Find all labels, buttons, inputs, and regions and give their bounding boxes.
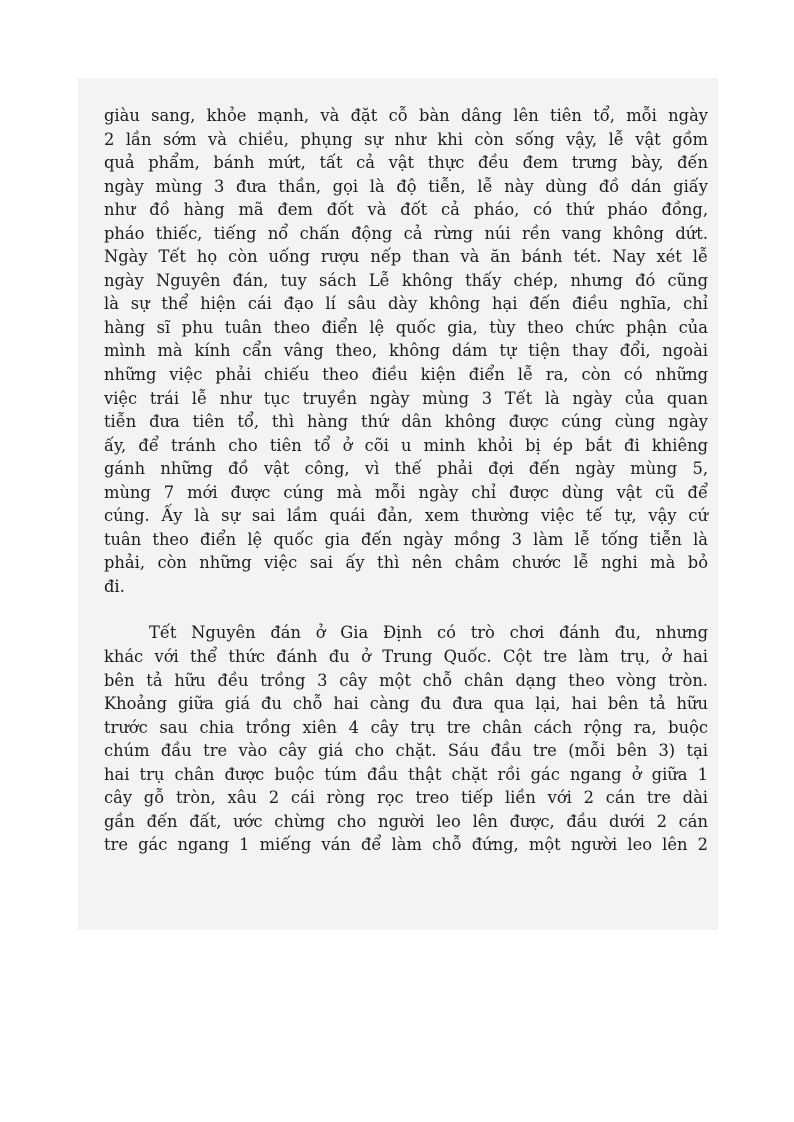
text-line: Khoảng giữa giá đu chỗ hai càng đu đưa qua lại, hai bên tả hữu <box>104 694 708 714</box>
text-line: đi. <box>104 576 125 596</box>
paragraph-2 <box>104 621 708 856</box>
text-line: tuân theo điển lệ quốc gia đến ngày mồng 3 làm lễ tống tiễn là <box>104 529 708 549</box>
text-line: gánh những đồ vật công, vì thế phải đợi đến ngày mùng 5, <box>104 459 708 479</box>
paragraph-gap <box>104 598 708 621</box>
text-line: mình mà kính cẩn vâng theo, không dám tự tiện thay đổi, ngoài <box>104 341 708 361</box>
text-line: gần đến đất, ước chừng cho người leo lên được, đầu dưới 2 cán <box>104 811 708 831</box>
text-line: Ngày Tết họ còn uống rượu nếp than và ăn bánh tét. Nay xét lễ <box>104 247 708 267</box>
text-line: Tết Nguyên đán ở Gia Định có trò chơi đánh đu, nhưng <box>149 623 708 643</box>
text-line: hai trụ chân được buộc túm đầu thật chặt rồi gác ngang ở giữa 1 <box>104 764 708 784</box>
text-line: ấy, để tránh cho tiên tổ ở cõi u minh khỏi bị ép bắt đi khiêng <box>104 435 708 455</box>
text-line: như đồ hàng mã đem đốt và đốt cả pháo, có thứ pháo đồng, <box>104 200 708 220</box>
text-line: tiễn đưa tiên tổ, thì hàng thứ dân không được cúng cùng ngày <box>104 412 708 432</box>
text-line: pháo thiếc, tiếng nổ chấn động cả rừng núi rền vang không dứt. <box>104 223 708 243</box>
text-line: giàu sang, khỏe mạnh, và đặt cỗ bàn dâng lên tiên tổ, mỗi ngày <box>104 106 708 125</box>
paragraph-1 <box>104 104 708 598</box>
text-line: hàng sĩ phu tuân theo điển lệ quốc gia, tùy theo chức phận của <box>104 317 708 337</box>
text-line: những việc phải chiếu theo điều kiện điển lễ ra, còn có những <box>104 365 708 385</box>
text-line: ngày mùng 3 đưa thần, gọi là độ tiễn, lễ này dùng đồ dán giấy <box>104 176 708 196</box>
text-line: phải, còn những việc sai ấy thì nên châm chước lễ nghi mà bỏ <box>104 553 708 573</box>
text-line: ngày Nguyên đán, tuy sách Lễ không thấy chép, nhưng đó cũng <box>104 270 708 290</box>
text-line: cúng. Ấy là sự sai lầm quái đản, xem thường việc tế tự, vậy cứ <box>104 506 708 526</box>
text-line: tre gác ngang 1 miếng ván để làm chỗ đứng, một người leo lên 2 <box>104 835 708 855</box>
text-line: mùng 7 mới được cúng mà mỗi ngày chỉ được dùng vật cũ để <box>104 482 708 502</box>
text-line: 2 lần sớm và chiều, phụng sự như khi còn sống vậy, lễ vật gồm <box>104 129 708 149</box>
text-line: là sự thể hiện cái đạo lí sâu dày không hại đến điều nghĩa, chỉ <box>104 294 708 314</box>
text-line: quả phẩm, bánh mứt, tất cả vật thực đều đem trưng bày, đến <box>104 153 708 173</box>
page-body <box>104 104 708 857</box>
text-line: khác với thể thức đánh đu ở Trung Quốc. Cột tre làm trụ, ở hai <box>104 647 708 667</box>
text-line: cây gỗ tròn, xâu 2 cái ròng rọc treo tiếp liền với 2 cán tre dài <box>104 788 708 808</box>
text-line: việc trái lễ như tục truyền ngày mùng 3 Tết là ngày của quan <box>104 388 708 408</box>
text-line: bên tả hữu đều trồng 3 cây một chỗ chân dạng theo vòng tròn. <box>104 670 708 690</box>
text-line: trước sau chia trồng xiên 4 cây trụ tre chân cách rộng ra, buộc <box>104 717 708 737</box>
text-line: chúm đầu tre vào cây giá cho chặt. Sáu đầu tre (mỗi bên 3) tại <box>104 741 708 761</box>
